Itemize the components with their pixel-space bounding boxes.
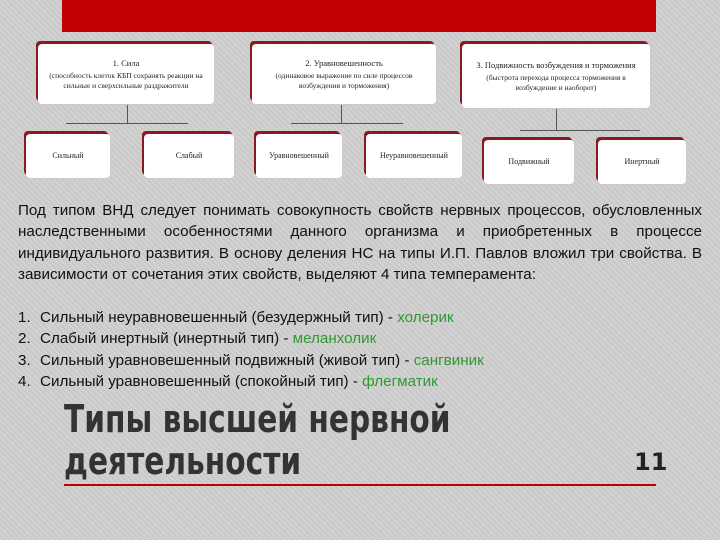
list-description: Сильный неуравновешенный (безудержный тип) - [40, 309, 398, 326]
property-title: 3. Подвижность возбуждения и торможения [476, 59, 636, 70]
connector-1-stem [127, 104, 128, 124]
list-number: 4. [18, 373, 31, 391]
list-item [18, 371, 484, 392]
title-underline [64, 484, 656, 486]
type-box-inert [598, 140, 686, 184]
connector-2-bar [291, 123, 403, 124]
list-item [18, 350, 484, 371]
connector-1-bar [66, 123, 188, 124]
list-description: Сильный уравновешенный подвижный (живой тип) - [40, 351, 414, 369]
slide-title-line: деятельности [64, 439, 302, 483]
property-title: 2. Уравновешенность [305, 57, 383, 68]
list-number: 3. [18, 351, 31, 369]
page-number: 11 [634, 448, 668, 476]
temperament-name: сангвиник [413, 351, 484, 369]
type-box-unbalanced [366, 134, 462, 178]
temperament-name: холерик [397, 309, 454, 326]
header-bar [62, 0, 656, 32]
property-description: (одинаковое выражение по силе процессов возбуждения и торможения) [275, 71, 413, 90]
list-item [18, 307, 484, 328]
type-label: Слабый [175, 151, 203, 160]
type-box-balanced [256, 134, 342, 178]
type-box-strong [26, 134, 110, 178]
type-label: Сильный [52, 151, 84, 160]
list-item [18, 328, 484, 349]
type-label: Неуравновешенный [380, 151, 448, 160]
list-description: Сильный уравновешенный (спокойный тип) - [40, 373, 363, 391]
type-box-mobile [484, 140, 574, 184]
type-label: Уравновешенный [269, 151, 329, 160]
list-number: 2. [18, 330, 31, 348]
type-box-weak [144, 134, 234, 178]
property-box-balance [252, 44, 436, 104]
body-paragraph: Под типом ВНД следует понимать совокупность свойств нервных процессов, обусловленных наследственными особенностями данного организма и приобретенных в процессе индивидуального развития. В основу деления НС на типы И.П. Павлов вложил три свойства. В зависимости от сочетания этих свойств, выделяют 4 типа темперамента: [18, 202, 702, 284]
connector-2-stem [341, 104, 342, 124]
property-description: (способность клеток КБП сохранять реакции на сильные и сверхсильные раздражители [49, 71, 203, 90]
type-label: Подвижный [508, 157, 550, 166]
property-box-mobility [462, 44, 650, 108]
list-description: Слабый инертный (инертный тип) - [40, 330, 293, 348]
temperament-name: меланхолик [292, 330, 377, 348]
connector-3-bar [520, 130, 640, 131]
property-box-strength [38, 44, 214, 104]
temperament-name: флегматик [362, 373, 438, 391]
property-title: 1. Сила [112, 57, 140, 68]
slide-title-line: Типы высшей нервной [64, 397, 451, 441]
temperament-list [18, 307, 484, 393]
property-description: (быстрота перехода процесса торможения в возбуждение и наоборот) [486, 73, 626, 92]
slide-title [64, 397, 451, 483]
type-label: Инертный [624, 157, 660, 166]
connector-3-stem [556, 108, 557, 130]
list-number: 1. [18, 309, 31, 326]
